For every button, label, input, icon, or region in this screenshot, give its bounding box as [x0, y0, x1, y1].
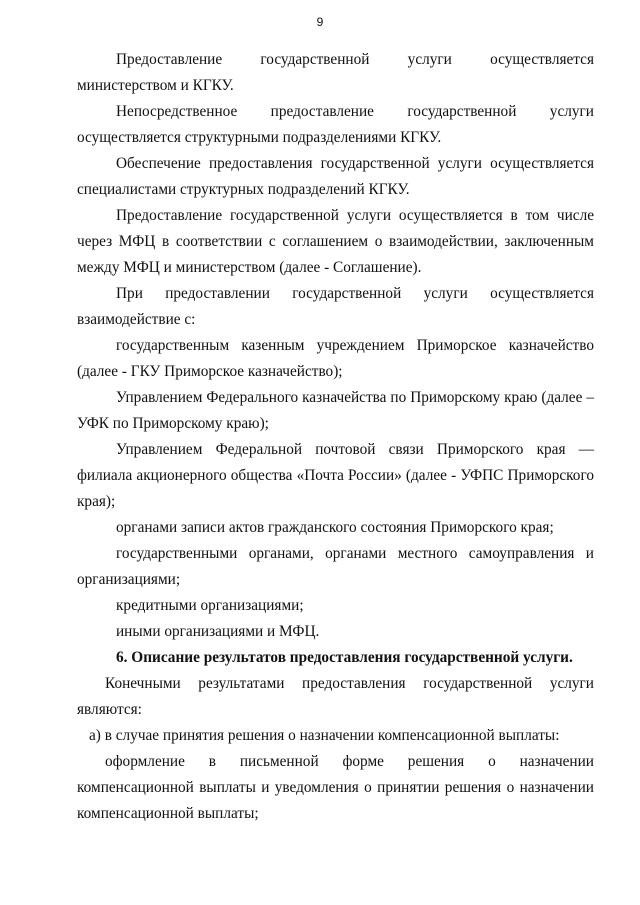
paragraph: Обеспечение предоставления государственной услуги осуществляется специалистами структурных подразделений КГКУ. — [77, 155, 594, 198]
page-number: 9 — [316, 15, 324, 29]
paragraph: а) в случае принятия решения о назначении компенсационной выплаты: — [89, 727, 560, 744]
paragraph: Управлением Федерального казначейства по Приморскому краю (далее – УФК по Приморскому краю); — [77, 389, 594, 432]
paragraph: иными организациями и МФЦ. — [116, 623, 320, 640]
paragraph: кредитными организациями; — [116, 597, 304, 614]
paragraph: государственным казенным учреждением Приморское казначейство (далее - ГКУ Приморское казначейство); — [77, 337, 594, 380]
paragraph: Управлением Федеральной почтовой связи Приморского края — филиала акционерного общества «Почта России» (далее - УФПС Приморского края); — [77, 441, 594, 510]
paragraph: оформление в письменной форме решения о назначении компенсационной выплаты и уведомления о принятии решения о назначении компенсационной выплаты; — [77, 753, 594, 822]
paragraph: Предоставление государственной услуги осуществляется министерством и КГКУ. — [77, 51, 594, 94]
document-body — [77, 47, 594, 827]
paragraph: Предоставление государственной услуги осуществляется в том числе через МФЦ в соответствии с соглашением о взаимодействии, заключенным между МФЦ и министерством (далее - Соглашение). — [77, 207, 594, 276]
paragraph: Непосредственное предоставление государственной услуги осуществляется структурными подразделениями КГКУ. — [77, 103, 594, 146]
paragraph: государственными органами, органами местного самоуправления и организациями; — [77, 545, 594, 588]
paragraph: органами записи актов гражданского состояния Приморского края; — [116, 519, 554, 536]
paragraph: При предоставлении государственной услуги осуществляется взаимодействие с: — [77, 285, 594, 328]
section-heading: 6. Описание результатов предоставления государственной услуги. — [116, 649, 573, 666]
paragraph: Конечными результатами предоставления государственной услуги являются: — [77, 675, 594, 718]
